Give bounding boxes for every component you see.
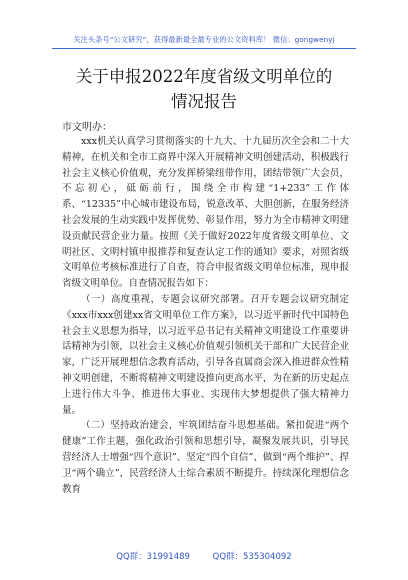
document-body [62,134,349,497]
document-title: 关于申报2022年度省级文明单位的情况报告 [75,67,333,111]
body-paragraph: （二）坚持政治建会，牢筑团结奋斗思想基础。紧扣促进“两个健康”工作主题，强化政治引领和思想引导，凝聚发展共识，引导民营经济人士增强“四个意识”、坚定“四个自信”、做到“两个维护”、捍卫“两个确立”，民营经济人士综合素质不断提升。持续深化理想信念教育 [62,420,349,495]
footer-qq-group-2: QQ群：535304092 [212,552,292,562]
salutation: 市文明办： [62,122,112,133]
footer-qq-group-1: QQ群：31991489 [116,552,190,562]
body-paragraph: xxx机关认真学习贯彻落实的十九大、十九届历次全会和二十大精神，在机关和全市工商界中深入开展精神文明创建活动，积极践行社会主义核心价值观，充分发挥桥梁纽带作用，团结带领广大会员，不忘初心，砥砺前行，围绕全市构建“1+233”工作体系、“12335”中心城市建设布局，锐意改革、大胆创新，在服务经济社会发展的生动实践中发挥优势、彰显作用，努力为全市精神文明建设贡献民营企业力量。按照《关于做好2022年度省级文明单位、文明社区、文明村镇申报推荐和复查认定工作的通知》要求，对照省级文明单位考核标准进行了自查，符合申报省级文明单位标准，现申报省级文明单位。自查情况报告如下： [62,136,349,290]
header-banner: 关注头条号“公文研究”，获得最新最全最专业的公文资料库！ 微信：gongwenyj [73,35,335,44]
body-paragraph: （一）高度重视，专题会议研究部署。召开专题会议研究制定《xxx市xxx创建xx省文明单位工作方案》，以习近平新时代中国特色社会主义思想为指导，以习近平总书记有关精神文明建设工作重要讲话精神为引领，以社会主义核心价值观引领机关干部和广大民营企业家，广泛开展理想信念教育活动，引导各直属商会深入推进群众性精神文明创建，不断将精神文明建设推向更高水平，为在新的历史起点上进行伟大斗争、推进伟大事业、实现伟大梦想提供了强大精神力量。 [62,293,349,416]
header-divider [52,48,356,49]
footer [0,550,408,562]
